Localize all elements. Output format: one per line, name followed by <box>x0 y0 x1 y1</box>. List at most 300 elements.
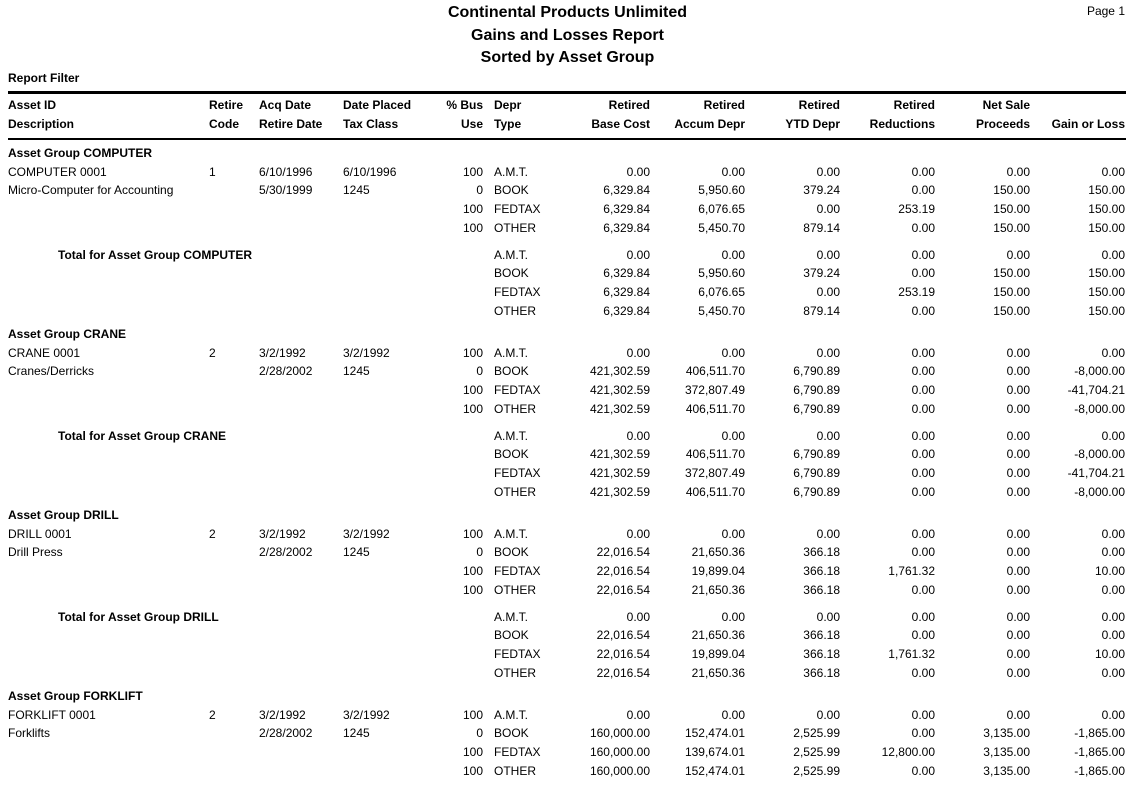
value-gain: -8,000.00 <box>1074 401 1125 416</box>
bus-use: 0 <box>476 183 483 198</box>
value-accum: 152,474.01 <box>684 763 745 778</box>
total-gain: -8,000.00 <box>1074 484 1125 499</box>
value-proc: 0.00 <box>1006 564 1030 579</box>
total-gain: 0.00 <box>1101 609 1125 624</box>
bus-use: 100 <box>462 202 483 217</box>
col-header-line: Acq Date <box>259 98 312 112</box>
value-accum: 5,450.70 <box>698 220 745 235</box>
value-gain: 0.00 <box>1101 582 1125 597</box>
value-base: 22,016.54 <box>596 545 650 560</box>
value-accum: 19,899.04 <box>691 564 745 579</box>
total-gain: 0.00 <box>1101 628 1125 643</box>
value-ytd: 6,790.89 <box>793 364 840 379</box>
value-proc: 0.00 <box>1006 401 1030 416</box>
value-red: 0.00 <box>911 582 935 597</box>
total-proc: 150.00 <box>993 303 1030 318</box>
total-ytd: 0.00 <box>816 247 840 262</box>
col-header-line: Tax Class <box>343 117 399 131</box>
group-header-row <box>0 506 1135 524</box>
total-ytd: 366.18 <box>803 665 840 680</box>
value-base: 6,329.84 <box>603 202 650 217</box>
table-row <box>0 362 1135 380</box>
company-name: Continental Products Unlimited <box>447 4 688 21</box>
table-row <box>0 581 1135 599</box>
bus-use: 100 <box>462 164 483 179</box>
total-accum: 19,899.04 <box>691 646 745 661</box>
total-accum: 0.00 <box>721 247 745 262</box>
table-row <box>0 562 1135 580</box>
total-accum: 21,650.36 <box>691 628 745 643</box>
group-label: Asset Group COMPUTER <box>8 146 153 160</box>
total-ytd: 0.00 <box>816 428 840 443</box>
value-proc: 0.00 <box>1006 364 1030 379</box>
value-base: 160,000.00 <box>589 763 650 778</box>
value-accum: 372,807.49 <box>684 383 745 398</box>
group-total-label: Total for Asset Group DRILL <box>58 609 219 624</box>
value-ytd: 2,525.99 <box>793 763 840 778</box>
depr-type: A.M.T. <box>494 428 529 443</box>
acq-date: 3/2/1992 <box>259 345 306 360</box>
value-accum: 0.00 <box>721 164 745 179</box>
asset-id: CRANE 0001 <box>8 345 81 360</box>
table-row <box>0 181 1135 199</box>
value-accum: 0.00 <box>721 707 745 722</box>
depr-type: FEDTAX <box>494 745 541 760</box>
total-accum: 21,650.36 <box>691 665 745 680</box>
total-red: 1,761.32 <box>888 646 935 661</box>
value-base: 22,016.54 <box>596 564 650 579</box>
total-row <box>0 464 1135 482</box>
value-ytd: 6,790.89 <box>793 383 840 398</box>
value-ytd: 2,525.99 <box>793 745 840 760</box>
total-accum: 6,076.65 <box>698 284 745 299</box>
col-header-line: Retire <box>209 98 244 112</box>
value-base: 0.00 <box>626 707 650 722</box>
report-filter-label: Report Filter <box>8 71 80 85</box>
total-base: 0.00 <box>626 247 650 262</box>
bus-use: 100 <box>462 383 483 398</box>
total-base: 6,329.84 <box>603 303 650 318</box>
total-red: 0.00 <box>911 484 935 499</box>
total-proc: 0.00 <box>1006 628 1030 643</box>
depr-type: BOOK <box>494 628 529 643</box>
value-proc: 150.00 <box>993 220 1030 235</box>
total-proc: 150.00 <box>993 266 1030 281</box>
bus-use: 100 <box>462 345 483 360</box>
value-proc: 0.00 <box>1006 345 1030 360</box>
value-base: 0.00 <box>626 164 650 179</box>
col-header-line: Date Placed <box>343 98 412 112</box>
value-red: 0.00 <box>911 707 935 722</box>
asset-description: Cranes/Derricks <box>8 364 95 379</box>
depr-type: OTHER <box>494 303 536 318</box>
value-base: 6,329.84 <box>603 220 650 235</box>
col-header-line: Retired <box>608 98 650 112</box>
table-row <box>0 706 1135 724</box>
total-proc: 150.00 <box>993 284 1030 299</box>
value-accum: 152,474.01 <box>684 726 745 741</box>
total-ytd: 366.18 <box>803 628 840 643</box>
report-name: Gains and Losses Report <box>471 26 664 44</box>
value-gain: 150.00 <box>1088 183 1125 198</box>
tax-class: 1245 <box>343 545 370 560</box>
bus-use: 0 <box>476 726 483 741</box>
total-accum: 0.00 <box>721 609 745 624</box>
value-ytd: 366.18 <box>803 582 840 597</box>
value-red: 0.00 <box>911 183 935 198</box>
value-gain: -1,865.00 <box>1074 745 1125 760</box>
total-gain: -41,704.21 <box>1067 465 1125 480</box>
total-base: 6,329.84 <box>603 266 650 281</box>
total-accum: 406,511.70 <box>685 484 745 499</box>
value-red: 0.00 <box>911 383 935 398</box>
asset-id: DRILL 0001 <box>8 526 72 541</box>
value-base: 421,302.59 <box>589 401 650 416</box>
bus-use: 100 <box>462 401 483 416</box>
value-base: 421,302.59 <box>589 364 650 379</box>
table-row <box>0 344 1135 362</box>
col-header-line: Net Sale <box>982 98 1030 112</box>
value-gain: 150.00 <box>1088 220 1125 235</box>
total-proc: 0.00 <box>1006 484 1030 499</box>
total-gain: 10.00 <box>1094 646 1125 661</box>
value-gain: 0.00 <box>1101 526 1125 541</box>
bus-use: 100 <box>462 763 483 778</box>
total-row <box>0 302 1135 320</box>
asset-description: Drill Press <box>8 545 63 560</box>
value-proc: 3,135.00 <box>983 763 1030 778</box>
group-header-row <box>0 144 1135 162</box>
value-red: 0.00 <box>911 164 935 179</box>
value-base: 421,302.59 <box>589 383 650 398</box>
total-red: 0.00 <box>911 609 935 624</box>
total-row <box>0 445 1135 463</box>
total-red: 0.00 <box>911 447 935 462</box>
total-accum: 406,511.70 <box>685 447 745 462</box>
total-base: 0.00 <box>626 428 650 443</box>
total-gain: 0.00 <box>1101 428 1125 443</box>
bus-use: 0 <box>476 364 483 379</box>
value-red: 12,800.00 <box>881 745 935 760</box>
col-header-line: Retired <box>703 98 745 112</box>
value-base: 0.00 <box>626 526 650 541</box>
depr-type: FEDTAX <box>494 646 541 661</box>
value-ytd: 0.00 <box>816 526 840 541</box>
total-ytd: 6,790.89 <box>793 465 840 480</box>
value-ytd: 2,525.99 <box>793 726 840 741</box>
total-red: 0.00 <box>911 628 935 643</box>
total-proc: 0.00 <box>1006 447 1030 462</box>
col-header-line: Base Cost <box>591 117 650 131</box>
col-header-line: Retired <box>798 98 840 112</box>
total-proc: 0.00 <box>1006 428 1030 443</box>
table-row <box>0 219 1135 237</box>
total-proc: 0.00 <box>1006 247 1030 262</box>
value-ytd: 379.24 <box>803 183 840 198</box>
depr-type: OTHER <box>494 763 536 778</box>
value-ytd: 0.00 <box>816 164 840 179</box>
total-proc: 0.00 <box>1006 665 1030 680</box>
retire-date: 2/28/2002 <box>259 726 313 741</box>
value-ytd: 6,790.89 <box>793 401 840 416</box>
total-ytd: 379.24 <box>803 266 840 281</box>
acq-date: 3/2/1992 <box>259 707 306 722</box>
table-row <box>0 543 1135 561</box>
value-accum: 21,650.36 <box>691 582 745 597</box>
table-row <box>0 400 1135 418</box>
depr-type: A.M.T. <box>494 526 529 541</box>
value-ytd: 0.00 <box>816 707 840 722</box>
value-ytd: 879.14 <box>803 220 840 235</box>
bus-use: 100 <box>462 707 483 722</box>
total-gain: 150.00 <box>1088 266 1125 281</box>
total-red: 0.00 <box>911 465 935 480</box>
depr-type: A.M.T. <box>494 609 529 624</box>
total-ytd: 0.00 <box>816 284 840 299</box>
col-header-line: Retire Date <box>259 117 323 131</box>
depr-type: BOOK <box>494 266 529 281</box>
col-header-line: Type <box>494 117 522 131</box>
total-accum: 5,450.70 <box>698 303 745 318</box>
value-gain: -1,865.00 <box>1074 763 1125 778</box>
total-gain: 150.00 <box>1088 303 1125 318</box>
depr-type: BOOK <box>494 726 529 741</box>
value-red: 253.19 <box>898 202 935 217</box>
value-base: 160,000.00 <box>589 726 650 741</box>
group-label: Asset Group DRILL <box>8 508 119 522</box>
value-gain: 0.00 <box>1101 707 1125 722</box>
table-row <box>0 743 1135 761</box>
report-sort: Sorted by Asset Group <box>480 49 655 66</box>
depr-type: FEDTAX <box>494 564 541 579</box>
value-base: 0.00 <box>626 345 650 360</box>
value-accum: 139,674.01 <box>684 745 745 760</box>
bus-use: 100 <box>462 564 483 579</box>
acq-date: 6/10/1996 <box>259 164 313 179</box>
table-row <box>0 381 1135 399</box>
date-placed: 3/2/1992 <box>343 345 390 360</box>
depr-type: OTHER <box>494 484 536 499</box>
total-row <box>0 664 1135 682</box>
page-number: Page 1 <box>1086 4 1125 18</box>
total-accum: 372,807.49 <box>684 465 745 480</box>
value-accum: 6,076.65 <box>698 202 745 217</box>
asset-description: Forklifts <box>8 726 50 741</box>
total-ytd: 0.00 <box>816 609 840 624</box>
table-row <box>0 200 1135 218</box>
value-proc: 150.00 <box>993 202 1030 217</box>
date-placed: 3/2/1992 <box>343 526 390 541</box>
total-red: 0.00 <box>911 428 935 443</box>
depr-type: OTHER <box>494 220 536 235</box>
total-base: 421,302.59 <box>589 465 650 480</box>
col-header-line: Reductions <box>869 117 935 131</box>
bus-use: 100 <box>462 745 483 760</box>
total-base: 421,302.59 <box>589 447 650 462</box>
group-label: Asset Group CRANE <box>8 327 127 341</box>
value-accum: 5,950.60 <box>698 183 745 198</box>
value-red: 0.00 <box>911 726 935 741</box>
group-header-row <box>0 687 1135 705</box>
col-header-line: Depr <box>494 98 522 112</box>
depr-type: A.M.T. <box>494 345 529 360</box>
value-accum: 0.00 <box>721 345 745 360</box>
value-proc: 0.00 <box>1006 707 1030 722</box>
total-red: 0.00 <box>911 266 935 281</box>
total-row <box>0 608 1135 626</box>
value-proc: 0.00 <box>1006 526 1030 541</box>
total-red: 0.00 <box>911 665 935 680</box>
value-gain: 0.00 <box>1101 345 1125 360</box>
depr-type: A.M.T. <box>494 247 529 262</box>
total-ytd: 879.14 <box>803 303 840 318</box>
retire-code: 2 <box>209 707 216 722</box>
value-red: 0.00 <box>911 526 935 541</box>
total-base: 22,016.54 <box>596 628 650 643</box>
col-header-line: YTD Depr <box>785 117 840 131</box>
value-base: 6,329.84 <box>603 183 650 198</box>
depr-type: BOOK <box>494 545 529 560</box>
value-red: 0.00 <box>911 401 935 416</box>
value-accum: 406,511.70 <box>685 364 745 379</box>
bus-use: 100 <box>462 526 483 541</box>
value-accum: 21,650.36 <box>691 545 745 560</box>
total-proc: 0.00 <box>1006 609 1030 624</box>
value-base: 22,016.54 <box>596 582 650 597</box>
asset-description: Micro-Computer for Accounting <box>8 183 174 198</box>
total-row <box>0 626 1135 644</box>
value-gain: -41,704.21 <box>1067 383 1125 398</box>
total-gain: 150.00 <box>1088 284 1125 299</box>
value-proc: 0.00 <box>1006 582 1030 597</box>
col-header-line: Asset ID <box>8 98 57 112</box>
total-gain: -8,000.00 <box>1074 447 1125 462</box>
retire-date: 5/30/1999 <box>259 183 313 198</box>
value-proc: 3,135.00 <box>983 726 1030 741</box>
table-row <box>0 762 1135 780</box>
value-red: 0.00 <box>911 220 935 235</box>
depr-type: OTHER <box>494 582 536 597</box>
value-gain: 150.00 <box>1088 202 1125 217</box>
total-red: 253.19 <box>898 284 935 299</box>
value-red: 1,761.32 <box>888 564 935 579</box>
bus-use: 100 <box>462 582 483 597</box>
value-proc: 3,135.00 <box>983 745 1030 760</box>
total-base: 6,329.84 <box>603 284 650 299</box>
value-proc: 0.00 <box>1006 383 1030 398</box>
total-ytd: 6,790.89 <box>793 447 840 462</box>
value-red: 0.00 <box>911 345 935 360</box>
total-row <box>0 246 1135 264</box>
depr-type: OTHER <box>494 665 536 680</box>
total-base: 0.00 <box>626 609 650 624</box>
total-row <box>0 645 1135 663</box>
total-accum: 0.00 <box>721 428 745 443</box>
value-ytd: 366.18 <box>803 564 840 579</box>
value-gain: -8,000.00 <box>1074 364 1125 379</box>
bus-use: 100 <box>462 220 483 235</box>
value-red: 0.00 <box>911 763 935 778</box>
table-row <box>0 525 1135 543</box>
depr-type: FEDTAX <box>494 284 541 299</box>
retire-code: 2 <box>209 526 216 541</box>
total-base: 22,016.54 <box>596 665 650 680</box>
tax-class: 1245 <box>343 183 370 198</box>
retire-code: 2 <box>209 345 216 360</box>
value-proc: 150.00 <box>993 183 1030 198</box>
col-header-line: Gain or Loss <box>1051 117 1125 131</box>
total-accum: 5,950.60 <box>698 266 745 281</box>
group-total-label: Total for Asset Group CRANE <box>58 428 227 443</box>
total-row <box>0 283 1135 301</box>
total-gain: 0.00 <box>1101 247 1125 262</box>
tax-class: 1245 <box>343 726 370 741</box>
value-gain: 10.00 <box>1094 564 1125 579</box>
col-header-line: Code <box>209 117 239 131</box>
value-ytd: 0.00 <box>816 202 840 217</box>
group-total-label: Total for Asset Group COMPUTER <box>58 247 253 262</box>
value-ytd: 366.18 <box>803 545 840 560</box>
value-gain: -1,865.00 <box>1074 726 1125 741</box>
bus-use: 0 <box>476 545 483 560</box>
depr-type: A.M.T. <box>494 707 529 722</box>
depr-type: OTHER <box>494 401 536 416</box>
total-red: 0.00 <box>911 303 935 318</box>
depr-type: BOOK <box>494 183 529 198</box>
total-proc: 0.00 <box>1006 465 1030 480</box>
total-ytd: 6,790.89 <box>793 484 840 499</box>
total-row <box>0 264 1135 282</box>
value-accum: 0.00 <box>721 526 745 541</box>
value-proc: 0.00 <box>1006 164 1030 179</box>
col-header-line: % Bus <box>446 98 483 112</box>
value-ytd: 0.00 <box>816 345 840 360</box>
depr-type: BOOK <box>494 447 529 462</box>
depr-type: A.M.T. <box>494 164 529 179</box>
retire-date: 2/28/2002 <box>259 364 313 379</box>
depr-type: FEDTAX <box>494 383 541 398</box>
depr-type: FEDTAX <box>494 465 541 480</box>
col-header-line: Retired <box>893 98 935 112</box>
table-row <box>0 163 1135 181</box>
total-row <box>0 483 1135 501</box>
total-base: 22,016.54 <box>596 646 650 661</box>
col-header-line: Use <box>460 117 483 131</box>
value-red: 0.00 <box>911 364 935 379</box>
date-placed: 3/2/1992 <box>343 707 390 722</box>
table-row <box>0 724 1135 742</box>
col-header-line: Accum Depr <box>674 117 745 131</box>
asset-id: COMPUTER 0001 <box>8 164 107 179</box>
acq-date: 3/2/1992 <box>259 526 306 541</box>
total-base: 421,302.59 <box>589 484 650 499</box>
col-header-line: Proceeds <box>975 117 1030 131</box>
depr-type: FEDTAX <box>494 202 541 217</box>
group-header-row <box>0 325 1135 343</box>
value-gain: 0.00 <box>1101 164 1125 179</box>
tax-class: 1245 <box>343 364 370 379</box>
depr-type: BOOK <box>494 364 529 379</box>
date-placed: 6/10/1996 <box>343 164 397 179</box>
asset-id: FORKLIFT 0001 <box>8 707 96 722</box>
value-base: 160,000.00 <box>589 745 650 760</box>
total-ytd: 366.18 <box>803 646 840 661</box>
col-header-line: Description <box>8 117 75 131</box>
value-gain: 0.00 <box>1101 545 1125 560</box>
total-gain: 0.00 <box>1101 665 1125 680</box>
total-row <box>0 427 1135 445</box>
total-proc: 0.00 <box>1006 646 1030 661</box>
